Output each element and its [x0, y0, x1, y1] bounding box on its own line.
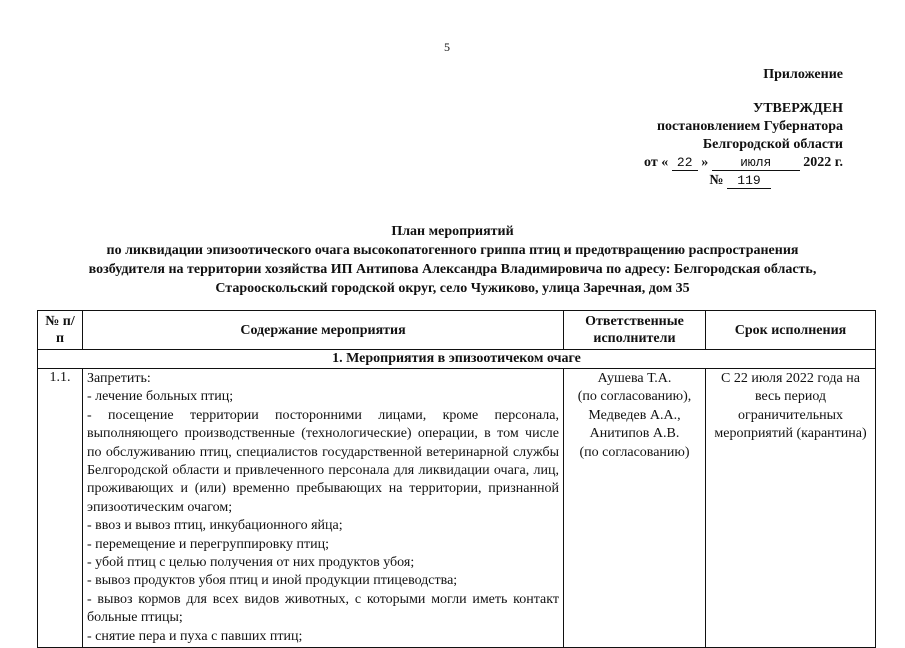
content-line: - убой птиц с целью получения от них продуктов убоя;	[87, 555, 415, 571]
number-label: №	[709, 173, 724, 188]
content-line: - посещение территории посторонними лицами, кроме персонала, выполняющего производственные (технологические) операции, в том числе по обслуживанию птиц, специалистов государственной ветеринарной службы Белгородской области и привлеченного персонала для ликвидации очага, лиц, проживающих и (или) временно пребывающих на территории, признанной эпизоотическим очагом;	[87, 407, 559, 515]
header-num: № п/п	[38, 311, 83, 350]
page-number: 5	[444, 40, 450, 54]
approval-number	[583, 172, 843, 190]
header-executors: Ответственные исполнители	[564, 311, 706, 350]
executor-line: Аушева Т.А.	[597, 371, 672, 386]
date-year: 2022 г.	[803, 155, 843, 170]
approval-date	[583, 154, 843, 172]
content-line: - вывоз кормов для всех видов животных, с которыми могли иметь контакт больные птицы;	[87, 591, 559, 626]
content-line: - ввоз и вывоз птиц, инкубационного яйца;	[87, 518, 343, 534]
row-content	[83, 369, 564, 648]
content-line: - снятие пера и пуха с павших птиц;	[87, 628, 303, 644]
content-line: Запретить:	[87, 371, 151, 386]
date-day: 22	[672, 156, 698, 171]
approval-block	[583, 66, 843, 190]
plan-title-line3: возбудителя на территории хозяйства ИП Антипова Александра Владимировича по адресу: Белгородская область,	[88, 262, 817, 277]
table-row	[38, 369, 876, 648]
approved-by-line2: Белгородской области	[702, 137, 843, 152]
plan-title-line4: Старооскольский городской округ, село Чужиково, улица Заречная, дом 35	[215, 281, 690, 296]
executor-line: (по согласованию),	[577, 389, 692, 405]
plan-table	[37, 310, 876, 648]
section-row	[38, 350, 876, 369]
row-deadline: С 22 июля 2022 года на весь период ограничительных мероприятий (карантина)	[706, 369, 876, 648]
row-number: 1.1.	[38, 369, 83, 648]
executor-line: (по согласованию)	[579, 444, 690, 460]
executor-line: Медведев А.А.,	[588, 407, 681, 423]
plan-title-line1: План мероприятий	[391, 224, 514, 239]
decree-number: 119	[727, 174, 771, 189]
table-header-row	[38, 311, 876, 350]
date-month: июля	[712, 156, 800, 171]
appendix-label: Приложение	[763, 67, 843, 82]
date-prefix: от «	[644, 155, 669, 170]
section-title: 1. Мероприятия в эпизоотичеком очаге	[38, 350, 876, 369]
content-line: - лечение больных птиц;	[87, 389, 234, 405]
header-content: Содержание мероприятия	[83, 311, 564, 350]
content-line: - вывоз продуктов убоя птиц и иной продукции птицеводства;	[87, 573, 458, 589]
plan-title-line2: по ликвидации эпизоотического очага высокопатогенного гриппа птиц и предотвращению распространения	[106, 243, 799, 258]
header-deadline: Срок исполнения	[706, 311, 876, 350]
date-mid: »	[701, 155, 709, 170]
row-executors	[564, 369, 706, 648]
content-line: - перемещение и перегруппировку птиц;	[87, 536, 329, 552]
approved-label: УТВЕРЖДЕН	[752, 101, 843, 116]
approved-by-line1: постановлением Губернатора	[656, 119, 843, 134]
executor-line: Анитипов А.В.	[589, 426, 680, 442]
plan-title	[0, 222, 905, 298]
